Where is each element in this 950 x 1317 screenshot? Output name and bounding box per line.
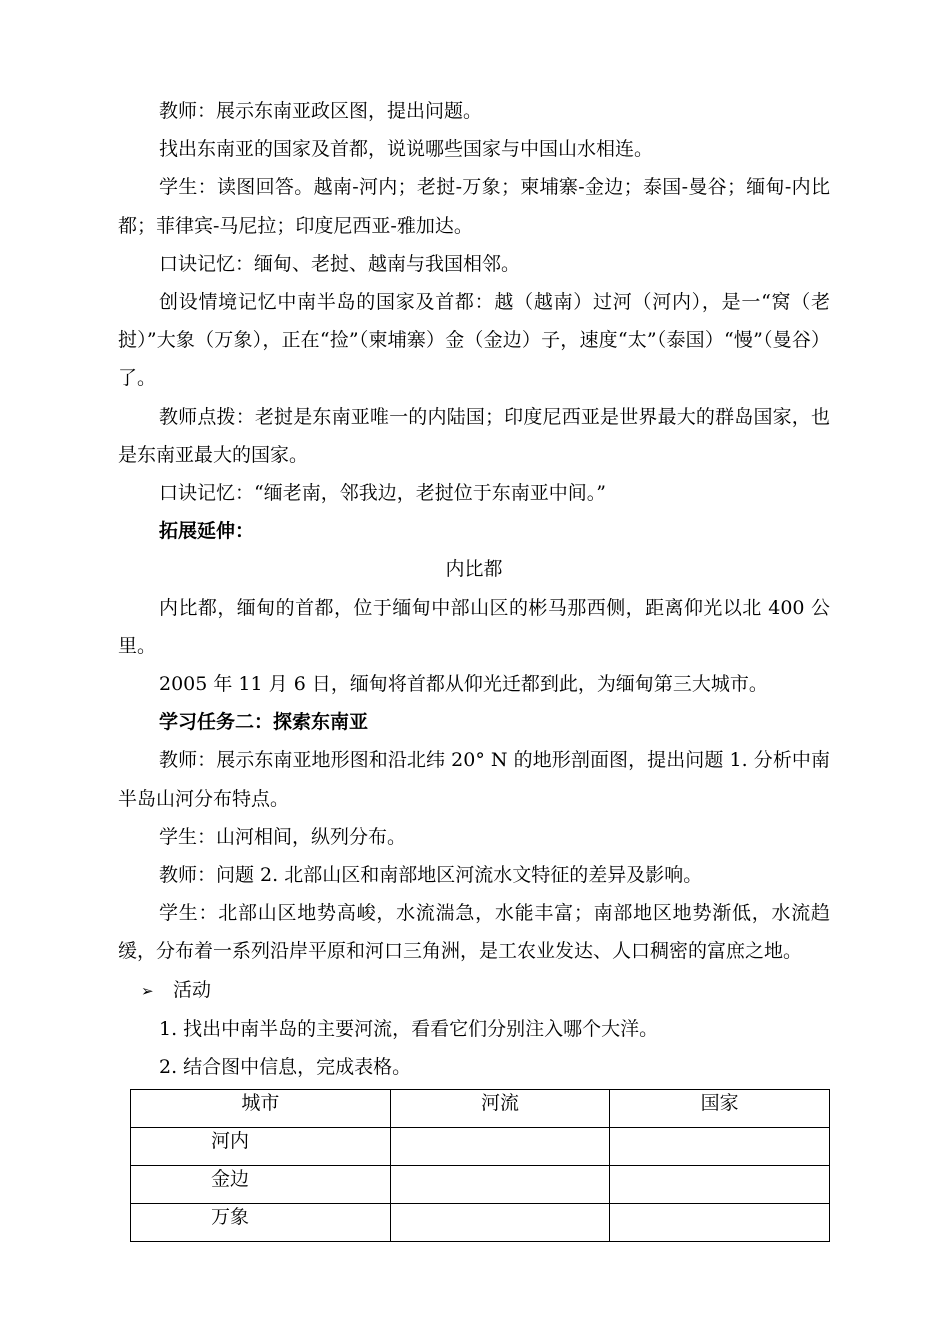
city-table — [130, 1089, 830, 1242]
table-row — [131, 1166, 830, 1204]
city-cell: 万象 — [131, 1204, 391, 1242]
document-body — [118, 92, 830, 1242]
paragraph: 学生：读图回答。越南-河内；老挝-万象；柬埔寨-金边；泰国-曼谷；缅甸-内比都；菲律宾-马尼拉；印度尼西亚-雅加达。 — [118, 176, 830, 237]
paragraph: 教师：展示东南亚政区图，提出问题。 — [159, 100, 483, 122]
paragraph: 学生：山河相间，纵列分布。 — [159, 825, 407, 848]
arrow-bullet-icon: ➢ — [141, 981, 154, 1000]
paragraph: 口诀记忆：缅甸、老挝、越南与我国相邻。 — [159, 252, 521, 275]
country-cell[interactable] — [610, 1166, 830, 1204]
paragraph: 内比都，缅甸的首都，位于缅甸中部山区的彬马那西侧，距离仰光以北 400 公里。 — [118, 596, 830, 657]
activity-bullet — [118, 971, 830, 1010]
header-cell: 国家 — [610, 1090, 830, 1128]
city-cell: 河内 — [131, 1128, 391, 1166]
section-heading: 学习任务二：探索东南亚 — [159, 711, 369, 734]
river-cell[interactable] — [390, 1166, 610, 1204]
header-cell: 河流 — [390, 1090, 610, 1128]
table-row — [131, 1128, 830, 1166]
river-cell[interactable] — [390, 1128, 610, 1166]
table-header-row — [131, 1090, 830, 1128]
paragraph: 口诀记忆：“缅老南，邻我边，老挝位于东南亚中间。” — [159, 482, 606, 505]
activity-label: 活动 — [173, 978, 212, 1001]
header-cell: 城市 — [131, 1090, 391, 1128]
river-cell[interactable] — [390, 1204, 610, 1242]
paragraph: 教师：问题 2. 北部山区和南部地区河流水文特征的差异及影响。 — [159, 864, 703, 887]
paragraph: 学生：北部山区地势高峻，水流湍急，水能丰富；南部地区地势渐低，水流趋缓，分布着一系列沿岸平原和河口三角洲，是工农业发达、人口稠密的富庶之地。 — [118, 902, 830, 963]
paragraph: 教师：展示东南亚地形图和沿北纬 20° N 的地形剖面图，提出问题 1. 分析中南半岛山河分布特点。 — [118, 749, 830, 810]
table-row — [131, 1204, 830, 1242]
paragraph: 2005 年 11 月 6 日，缅甸将首都从仰光迁都到此，为缅甸第三大城市。 — [159, 673, 768, 696]
city-cell: 金边 — [131, 1166, 391, 1204]
question: 1. 找出中南半岛的主要河流，看看它们分别注入哪个大洋。 — [159, 1017, 659, 1040]
centered-title: 内比都 — [445, 558, 503, 581]
section-heading: 拓展延伸： — [159, 520, 255, 543]
paragraph: 找出东南亚的国家及首都，说说哪些国家与中国山水相连。 — [159, 138, 654, 161]
country-cell[interactable] — [610, 1204, 830, 1242]
paragraph: 创设情境记忆中南半岛的国家及首都：越（越南）过河（河内），是一“窝（老挝）”大象（万象），正在“捡”（柬埔寨）金（金边）子，速度“太”（泰国）“慢”（曼谷）了。 — [118, 291, 830, 390]
question: 2. 结合图中信息，完成表格。 — [159, 1056, 412, 1079]
paragraph: 教师点拨：老挝是东南亚唯一的内陆国；印度尼西亚是世界最大的群岛国家，也是东南亚最大的国家。 — [118, 405, 830, 466]
country-cell[interactable] — [610, 1128, 830, 1166]
